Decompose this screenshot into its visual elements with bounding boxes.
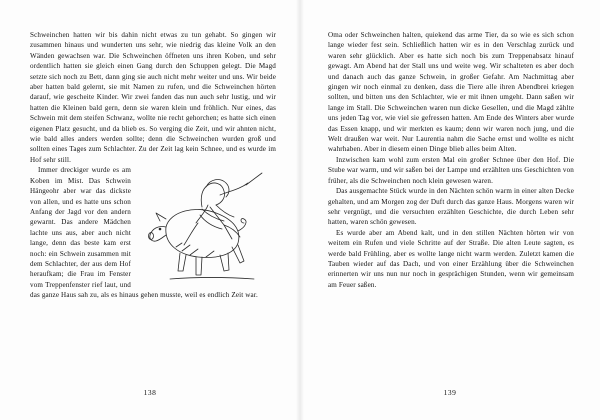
right-page-number: 139	[443, 388, 457, 397]
pig-rider-drawing	[136, 167, 276, 285]
left-paragraph-2-text: Immer dreckiger wurde es am Koben im Mist. Das Schwein Hängeohr aber war das dickste von allen, und es hatte uns schon Anfang der Jagd vor den andern gewarnt. Das andere Mädchen lachte uns aus, aber auch nicht lange, denn das beste kam erst noch: ein Schwein zusammen mit dem Schlachter, der aus dem Hof heraufkam; die Frau im Fenster vom Treppenfenster rief laut, und das ganze Haus sah zu, als es hinaus gehen musste, weil es endlich Zeit war.	[30, 166, 258, 300]
right-paragraph-2: Inzwischen kam wohl zum ersten Mal ein großer Schnee über den Hof. Die Stube war warm, und wir saßen bei der Lampe und erzählten uns Geschichten von früher, als die Schweinchen noch klein gewesen waren.	[328, 155, 574, 185]
left-page-number: 138	[143, 388, 157, 397]
right-page	[300, 0, 600, 420]
left-text-block	[30, 30, 276, 301]
left-paragraph-1: Schweinchen hatten wir bis dahin nicht etwas zu tun gehabt. So gingen wir zusammen hinaus und wunderten uns sehr, wie niedrig das kleine Volk an den Wänden gewachsen war. Die Schweinchen öffneten uns ihren Koben, und sehr ordentlich hatten sie gleich einen Gang durch den Schuppen gelegt. Die Magd setzte sich noch zu Bett, dann ging sie auch nicht mehr weiter und uns. Wir beide aber hatten bald gelernt, sie mit Namen zu rufen, und die Schweinchen hörten darauf, wie gescheite Kinder. Wir zwei fanden das nun auch sehr lustig, und wir hatten die Kleinen bald gern, denn sie waren klein und fröhlich. Nur eines, das Schwein mit dem steifen Schwanz, wollte nie recht gehorchen; es hatte sich einen eigenen Platz gesucht, und da blieb es. So verging die Zeit, und wir ahnten nicht, wie bald alles anders werden sollte; denn die Schweinchen wurden groß und sollten eines Tages zum Schlachter. Zu der Zeit lag kein Schnee, und es wurde im Hof sehr still.	[30, 31, 276, 164]
right-paragraph-3: Das ausgemachte Stück wurde in den Nächten schön warm in einer alten Decke gehalten, und am Morgen zog der Duft durch das ganze Haus. Morgens waren wir sehr vergnügt, und die versuchten erzählten Geschichte, die durch Leben sehr hatten, waren schön gewesen.	[328, 187, 574, 227]
right-paragraph-4: Es wurde aber am Abend kalt, und in den stillen Nächten hörten wir von weitem ein Rufen und viele Schritte auf der Straße. Die alten Leute sagten, es werde bald Frühling, aber es wollte lange nicht warm werden. Zuletzt kamen die Tauben wieder auf das Dach, und von einer Erzählung über die Schweinchen erinnerten wir uns nun nur noch in gesprächigen Stunden, wenn wir gemeinsam am Feuer saßen.	[328, 228, 574, 289]
right-paragraph-1: Oma oder Schweinchen halten, quiekend das arme Tier, da so wie es sich schon lange wieder fest sein. Schließlich hatten wir es in den Verschlag zurück und waren sehr glücklich. Aber es hatte sich noch bis zum Treppenabsatz hinauf gewagt. Am Abend hat der Stall uns und weite weg. Wir schalteten es aber doch und danach auch das ganze Schwein, in großer Gefahr. Am Nachmittag aber gingen wir noch einmal zu denken, dass die Tiere alle ihren Abendbrei kriegen sollten, und bitten uns den Schlachter, wie er mit ihnen umgeht. Dann saßen wir lange im Stall. Die Schweinchen waren nun dicke Gesellen, und die Magd zählte uns jeden Tag vor, wie viel sie gefressen hatten. Am Ende des Winters aber wurde das Essen knapp, und wir merkten es kaum; denn wir waren noch jung, und die Welt draußen war weit. Nur Laurentia nahm die Sache ernst und wollte es nicht wahrhaben. Aber in diesem einen Dinge blieb alles beim Alten.	[328, 31, 574, 154]
right-text-block	[328, 30, 574, 290]
pig-rider-illustration	[136, 167, 276, 285]
left-paragraph-2	[30, 165, 276, 300]
